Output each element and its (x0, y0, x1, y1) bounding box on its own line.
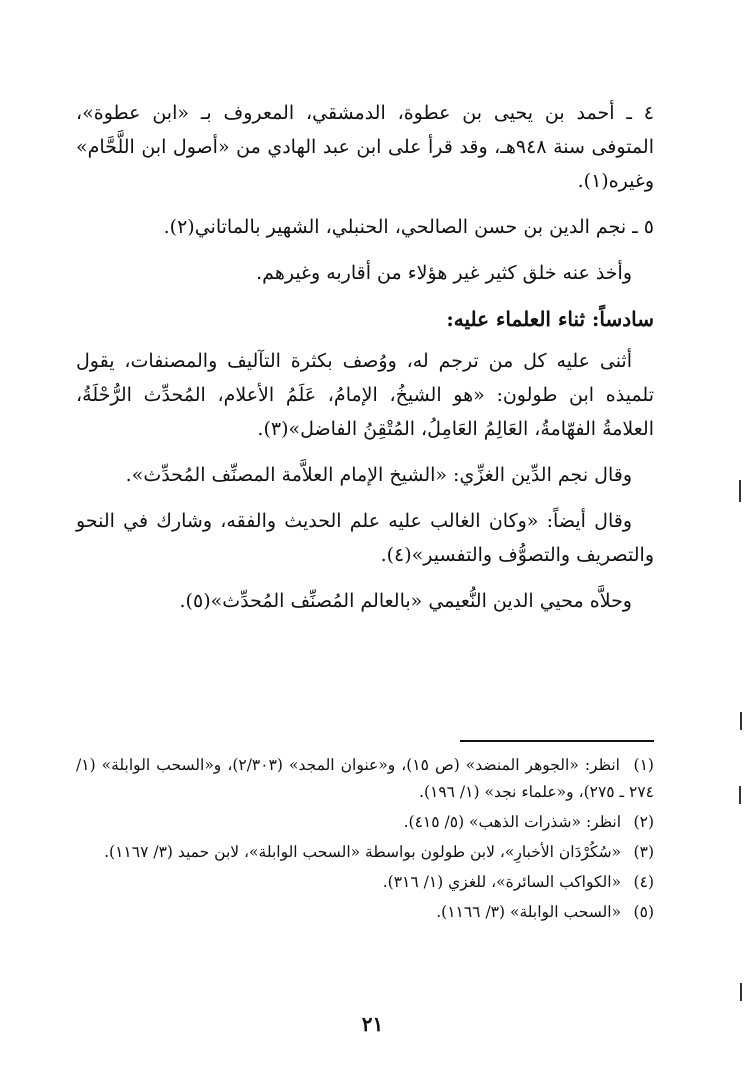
footnote (76, 869, 654, 896)
footnote-number: (٢) (633, 813, 654, 831)
footnote (76, 809, 654, 836)
page-body (76, 96, 654, 630)
paragraph-others: وأخذ عنه خلق كثير غير هؤلاء من أقاربه وغيرهم. (256, 262, 632, 284)
paragraph-student-5: ٥ ـ نجم الدين بن حسن الصالحي، الحنبلي، الشهير بالماتاني(٢). (163, 216, 654, 238)
footnote-text: «السحب الوابلة» (٣/ ١١٦٦). (436, 903, 622, 921)
footnote-text: انظر: «الجوهر المنضد» (ص ١٥)، و«عنوان المجد» (٢/٣٠٣)، و«السحب الوابلة» (١/ ٢٧٤ ـ ٢٧٥)، و«علماء نجد» (١/ ١٩٦). (76, 756, 654, 801)
footnote-divider (460, 740, 654, 742)
paragraph-praise-1: أثنى عليه كل من ترجم له، ووُصف بكثرة التآليف والمصنفات، يقول تلميذه ابن طولون: «هو الشيخُ، الإمامُ، عَلَمُ الأعلام، المُحدِّث الرُّحْلَةُ، العلامةُ الفهّامةُ، العَالِمُ العَامِلُ، المُتْقِنُ الفاضل»(٣). (76, 350, 654, 440)
scan-edge-mark (739, 786, 741, 804)
paragraph-student-4: ٤ ـ أحمد بن يحيى بن عطوة، الدمشقي، المعروف بـ «ابن عطوة»، المتوفى سنة ٩٤٨هـ، وقد قرأ على ابن عبد الهادي من «أصول ابن اللَّحَّام» وغيره(١). (76, 102, 654, 192)
scan-edge-mark (739, 480, 741, 502)
scan-edge-mark (740, 712, 742, 730)
page-number: ٢١ (361, 1012, 384, 1036)
footnote-text: «الكواكب السائرة»، للغزي (١/ ٣١٦). (382, 873, 622, 891)
footnotes (76, 752, 654, 929)
paragraph-praise-4: وحلاَّه محيي الدين النُّعيمي «بالعالم المُصنِّف المُحدِّث»(٥). (179, 590, 632, 612)
section-heading: سادساً: ثناء العلماء عليه: (446, 307, 654, 331)
footnote (76, 752, 654, 806)
paragraph-praise-3: وقال أيضاً: «وكان الغالب عليه علم الحديث والفقه، وشارك في النحو والتصريف والتصوُّف والتفسير»(٤). (76, 510, 654, 566)
footnote (76, 839, 654, 866)
footnote-number: (٣) (633, 843, 654, 861)
paragraph-praise-2: وقال نجم الدِّين الغزِّي: «الشيخ الإمام العلاَّمة المصنِّف المُحدِّث». (125, 464, 632, 486)
footnote-number: (٥) (633, 903, 654, 921)
footnote-number: (١) (633, 756, 654, 774)
scan-edge-mark (740, 983, 742, 1001)
footnote-text: «سُكُرْدَان الأخبارِ»، لابن طولون بواسطة «السحب الوابلة»، لابن حميد (٣/ ١١٦٧). (104, 843, 622, 861)
footnote-text: انظر: «شذرات الذهب» (٥/ ٤١٥). (403, 813, 622, 831)
footnote-number: (٤) (633, 873, 654, 891)
footnote (76, 899, 654, 926)
